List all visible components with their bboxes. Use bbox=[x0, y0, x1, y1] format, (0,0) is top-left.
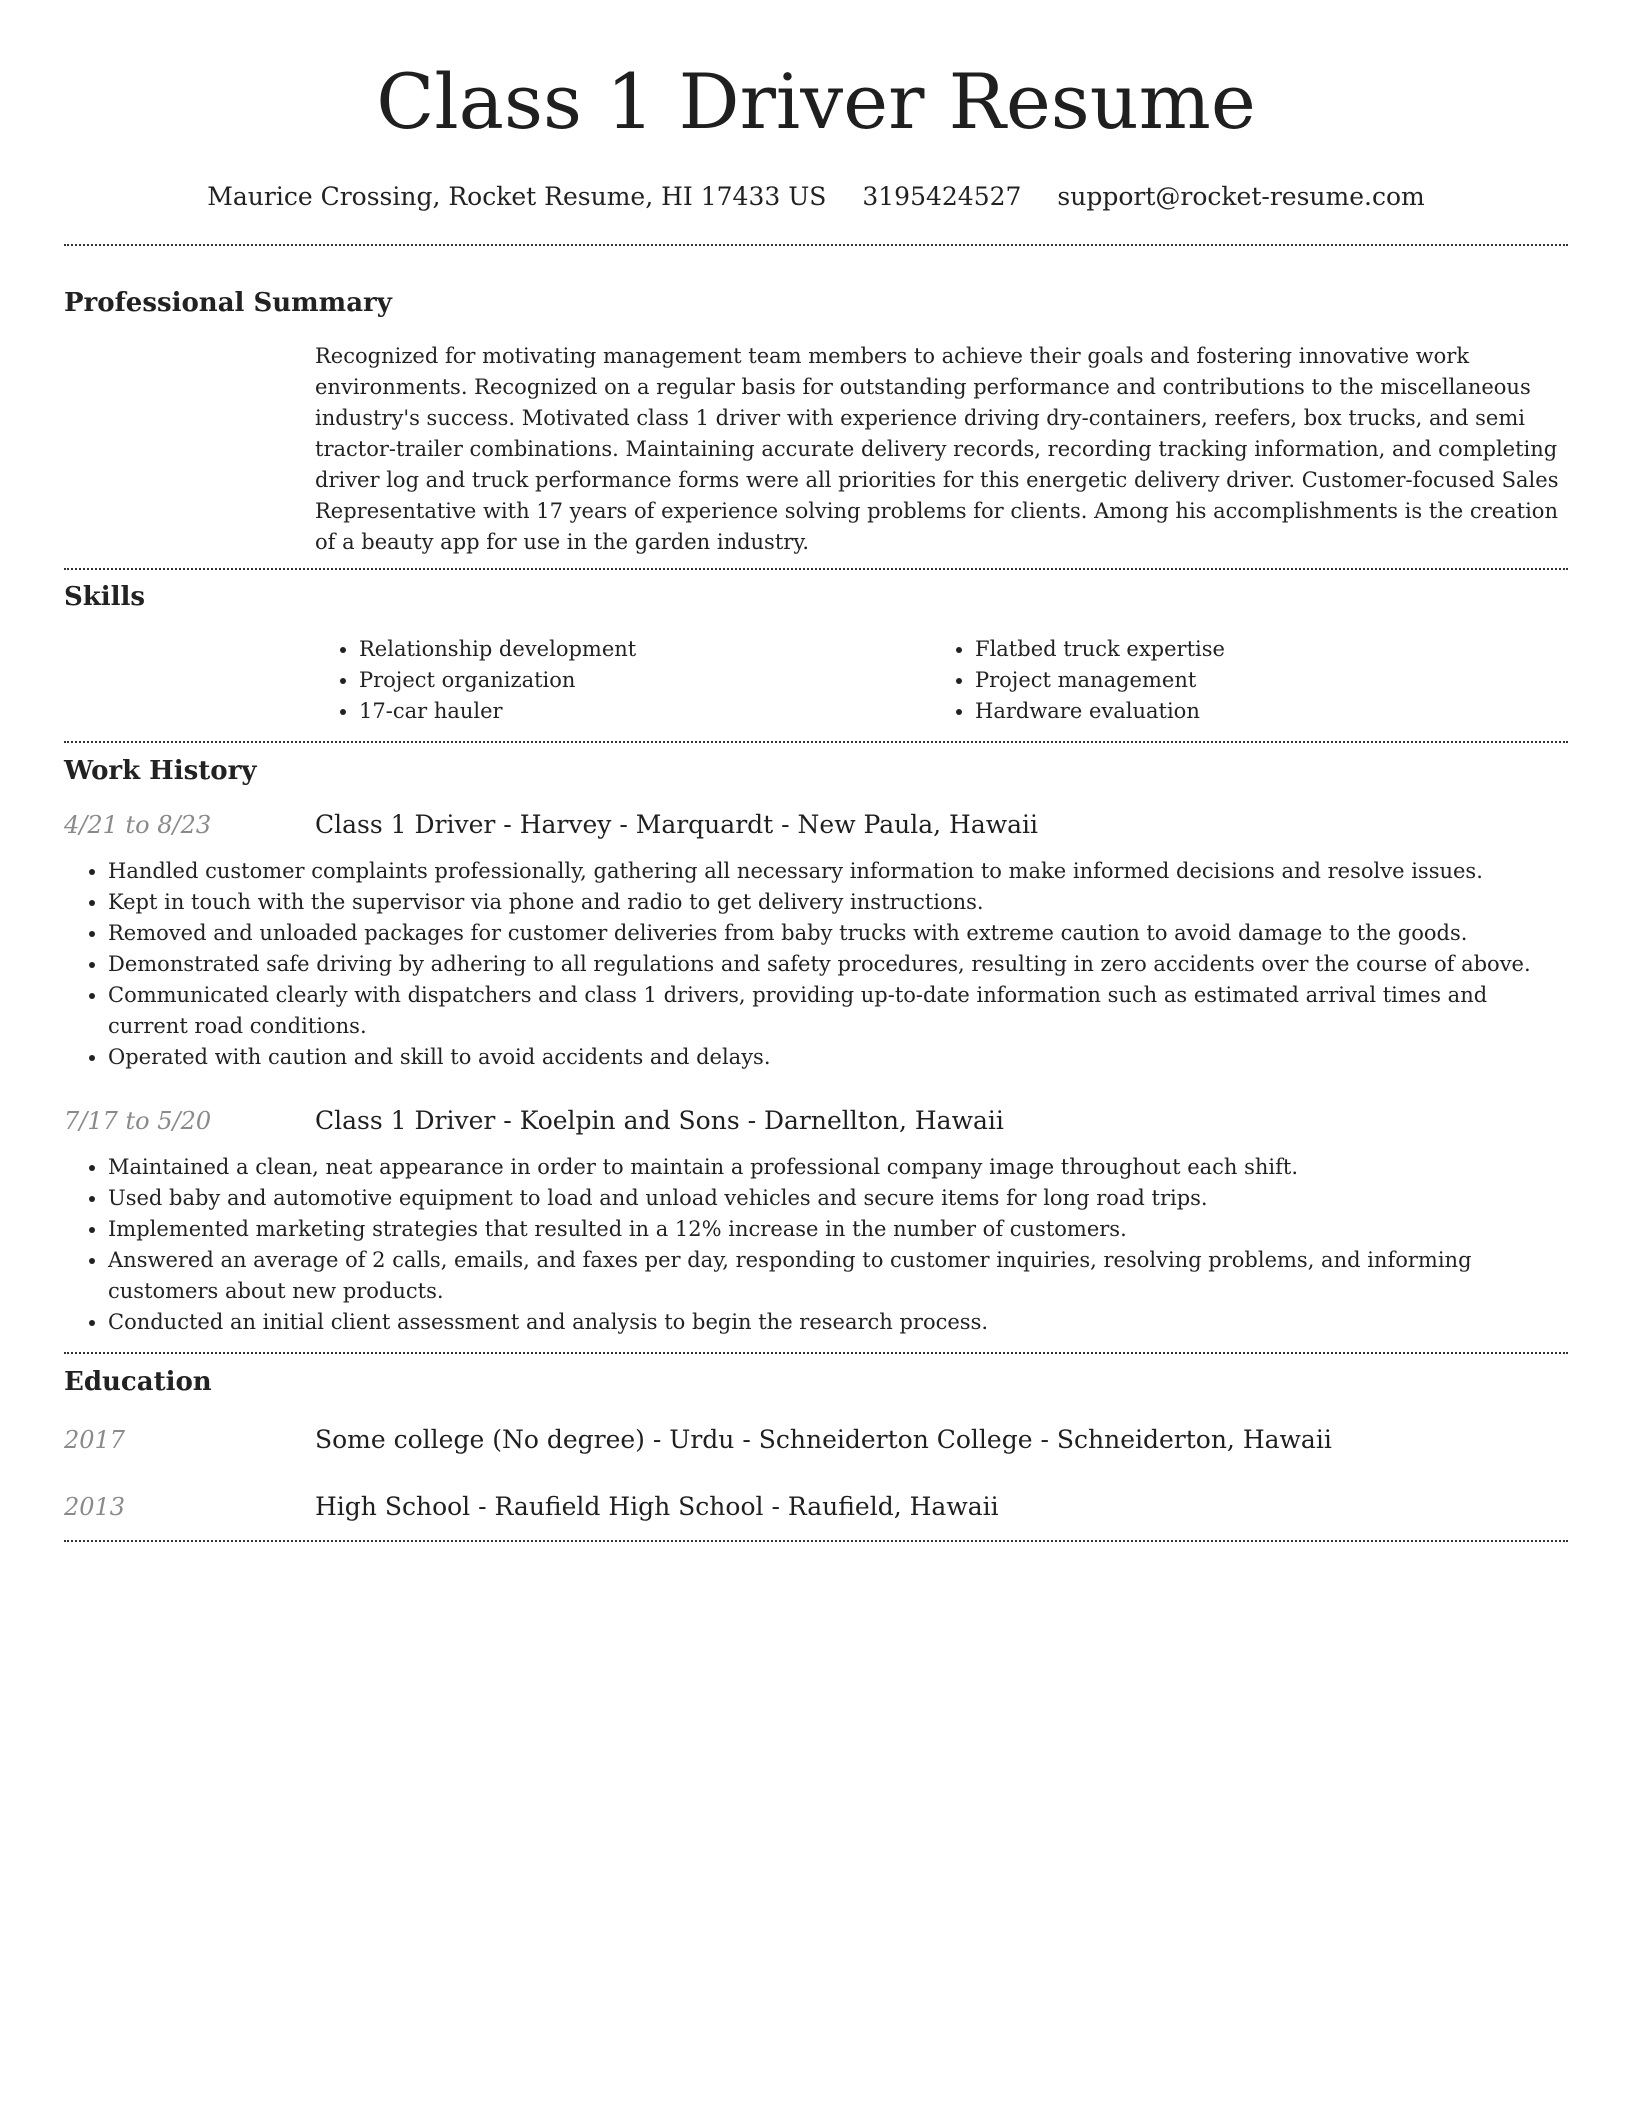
skill-item: • Project management bbox=[975, 665, 1547, 696]
skills-section bbox=[64, 580, 1568, 727]
duty-item: • Removed and unloaded packages for customer deliveries from baby trucks with extreme caution to avoid damage to the goods. bbox=[108, 918, 1568, 949]
skills-heading: Skills bbox=[64, 582, 146, 612]
summary-text: Recognized for motivating management team members to achieve their goals and fostering innovative work environments. Recognized on a regular basis for outstanding performance and contributions to the miscellaneous industry's success. Motivated class 1 driver with experience driving dry-containers, reefers, box trucks, and semi tractor-trailer combinations. Maintaining accurate delivery records, recording tracking information, and completing driver log and truck performance forms were all priorities for this energetic delivery driver. Customer-focused Sales Representative with 17 years of experience solving problems for clients. Among his accomplishments is the creation of a beauty app for use in the garden industry. bbox=[315, 344, 1559, 554]
divider bbox=[64, 1540, 1568, 1542]
contact-address: Maurice Crossing, Rocket Resume, HI 17433 US bbox=[207, 182, 827, 211]
skill-item: • Hardware evaluation bbox=[975, 696, 1547, 727]
job-entry bbox=[64, 1104, 1568, 1338]
job-title: Class 1 Driver - Koelpin and Sons - Darnellton, Hawaii bbox=[315, 1106, 1004, 1135]
divider bbox=[64, 244, 1568, 246]
duty-item: • Operated with caution and skill to avoid accidents and delays. bbox=[108, 1042, 1568, 1073]
education-heading: Education bbox=[64, 1367, 212, 1397]
job-duties bbox=[64, 1152, 1568, 1338]
education-entry bbox=[64, 1423, 1568, 1457]
job-entry bbox=[64, 808, 1568, 1073]
duty-item: • Handled customer complaints professionally, gathering all necessary information to make informed decisions and resolve issues. bbox=[108, 856, 1568, 887]
skills-column-right bbox=[931, 634, 1547, 727]
skill-item: • Relationship development bbox=[359, 634, 931, 665]
education-year: 2017 bbox=[64, 1426, 126, 1454]
contact-email: support@rocket-resume.com bbox=[1057, 182, 1425, 211]
resume-title: Class 1 Driver Resume bbox=[376, 57, 1256, 146]
summary-heading: Professional Summary bbox=[64, 288, 392, 318]
duty-item: • Communicated clearly with dispatchers and class 1 drivers, providing up-to-date information such as estimated arrival times and current road conditions. bbox=[108, 980, 1568, 1042]
education-title: High School - Raufield High School - Raufield, Hawaii bbox=[315, 1492, 999, 1521]
duty-item: • Answered an average of 2 calls, emails, and faxes per day, responding to customer inquiries, resolving problems, and informing customers about new products. bbox=[108, 1245, 1568, 1307]
divider bbox=[64, 741, 1568, 743]
education-entry bbox=[64, 1490, 1568, 1524]
duty-item: • Maintained a clean, neat appearance in order to maintain a professional company image throughout each shift. bbox=[108, 1152, 1568, 1183]
duty-item: • Conducted an initial client assessment and analysis to begin the research process. bbox=[108, 1307, 1568, 1338]
job-duties bbox=[64, 856, 1568, 1073]
summary-section bbox=[64, 286, 1568, 558]
education-title: Some college (No degree) - Urdu - Schneiderton College - Schneiderton, Hawaii bbox=[315, 1425, 1332, 1454]
skills-list bbox=[315, 634, 1568, 727]
job-header bbox=[64, 808, 1568, 842]
job-dates: 4/21 to 8/23 bbox=[64, 811, 212, 839]
duty-item: • Kept in touch with the supervisor via phone and radio to get delivery instructions. bbox=[108, 887, 1568, 918]
skill-item: • Flatbed truck expertise bbox=[975, 634, 1547, 665]
education-section bbox=[64, 1365, 1568, 1524]
contact-line bbox=[64, 180, 1568, 214]
skill-item: • 17-car hauler bbox=[359, 696, 931, 727]
duty-item: • Demonstrated safe driving by adhering to all regulations and safety procedures, resulting in zero accidents over the course of above. bbox=[108, 949, 1568, 980]
skill-item: • Project organization bbox=[359, 665, 931, 696]
work-heading: Work History bbox=[64, 756, 257, 786]
divider bbox=[64, 1352, 1568, 1354]
work-section bbox=[64, 754, 1568, 1338]
education-year: 2013 bbox=[64, 1493, 126, 1521]
job-dates: 7/17 to 5/20 bbox=[64, 1107, 212, 1135]
contact-phone: 3195424527 bbox=[862, 182, 1022, 211]
job-header bbox=[64, 1104, 1568, 1138]
skills-column-left bbox=[315, 634, 931, 727]
job-title: Class 1 Driver - Harvey - Marquardt - New Paula, Hawaii bbox=[315, 810, 1039, 839]
divider bbox=[64, 568, 1568, 570]
duty-item: • Used baby and automotive equipment to load and unload vehicles and secure items for long road trips. bbox=[108, 1183, 1568, 1214]
duty-item: • Implemented marketing strategies that resulted in a 12% increase in the number of customers. bbox=[108, 1214, 1568, 1245]
